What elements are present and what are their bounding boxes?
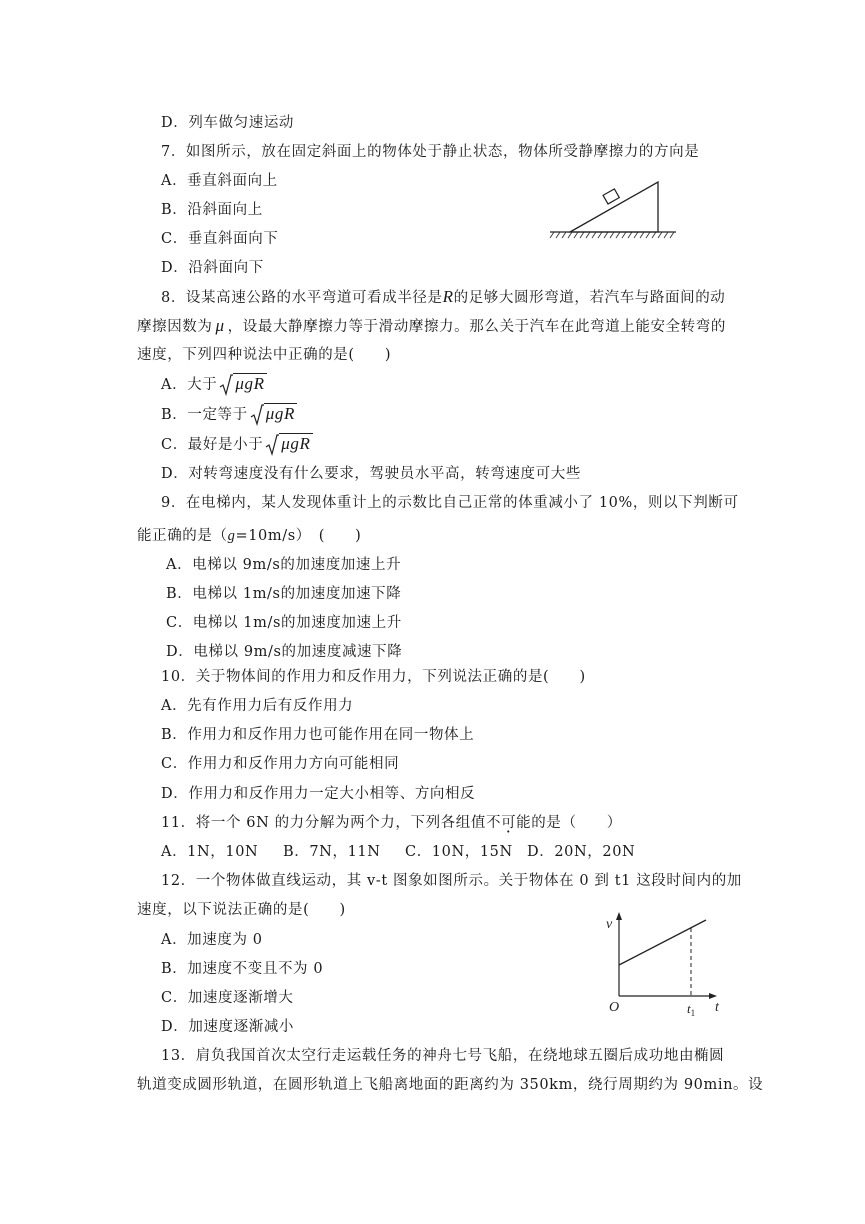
t1-letter: t (687, 1001, 691, 1016)
q9-option-c (166, 609, 402, 633)
q7-stem: 7．如图所示，放在固定斜面上的物体处于静止状态，物体所受静摩擦力的方向是 (161, 144, 700, 160)
q12-option-b: B．加速度不变且不为 0 (161, 961, 324, 977)
sqrt-radicand: μgR (235, 374, 265, 393)
vt-line (619, 920, 706, 965)
q10-stem: 10．关于物体间的作用力和反作用力，下列说法正确的是( ) (161, 669, 586, 685)
q11-option-b: B．7N，11N (283, 844, 381, 860)
q9-text: 能正确的是（ (137, 527, 228, 544)
t1-subscript: 1 (690, 1008, 696, 1018)
q8-option-d: D．对转弯速度没有什么要求，驾驶员水平高，转弯速度可大些 (161, 466, 581, 482)
q11-text: 的是（ ） (531, 815, 622, 831)
q11-text: 11．将一个 6N 的力分解为两个力，下列各组值 (161, 815, 486, 831)
q11-stem (161, 813, 622, 833)
sqrt-radicand: μgR (281, 434, 311, 453)
q12-stem-line1: 12．一个物体做直线运动，其 v-t 图象如图所示。关于物体在 0 到 t1 这段时间内的加 (161, 873, 742, 889)
q10-option-a: A．先有作用力后有反作用力 (161, 698, 354, 714)
option-label: B．一定等于 (161, 407, 248, 423)
q8-text: ，设最大静摩擦力等于滑动摩擦力。那么关于汽车在此弯道上能安全转弯的 (227, 319, 726, 335)
mu-symbol: μ (215, 316, 225, 335)
q8-text: 摩擦因数为 (137, 319, 213, 335)
q9-option-a (166, 551, 401, 575)
q10-option-d: D．作用力和反作用力一定大小相等、方向相反 (161, 786, 476, 802)
q9-option-b (166, 580, 401, 604)
g-symbol: g (227, 527, 236, 544)
sqrt-sign-icon (250, 404, 264, 426)
q9-text: ） ( ) (295, 527, 362, 544)
vt-graph (600, 910, 730, 1020)
q8-option-c (161, 434, 313, 456)
q12-option-d: D．加速度逐渐减小 (161, 1019, 295, 1035)
q7-option-d: D．沿斜面向下 (161, 260, 264, 276)
q11-option-d: D．20N，20N (527, 844, 636, 860)
q8-stem-line1 (161, 287, 725, 308)
q13-stem-line2: 轨道变成圆形轨道，在圆形轨道上飞船离地面的距离约为 350km，绕行周期约为 90min。设 (137, 1077, 764, 1093)
sqrt-sign-icon (219, 374, 233, 396)
q13-stem-line1: 13．肩负我国首次太空行走运载任务的神舟七号飞船，在绕地球五圈后成功地由椭圆 (161, 1048, 725, 1064)
sqrt-expression (219, 374, 266, 396)
radius-symbol: R (442, 287, 454, 306)
option-text: 的加速度加速上升 (281, 614, 402, 631)
q8-text: 的足够大圆形弯道，若汽车与路面间的动 (453, 290, 726, 306)
emphasis-text: 不可能 (485, 815, 532, 831)
q7-option-b: B．沿斜面向上 (161, 202, 263, 218)
q11-option-c: C．10N，15N (405, 844, 513, 860)
v-axis-label: v (606, 917, 613, 932)
q11-options (161, 842, 635, 862)
sqrt-expression (250, 404, 297, 426)
q9-stem-line2 (137, 522, 361, 546)
option-label: A．大于 (161, 377, 218, 393)
q8-option-a (161, 374, 267, 396)
sqrt-sign-icon (265, 434, 279, 456)
q9-stem-line1: 9．在电梯内，某人发现体重计上的示数比自己正常的体重减小了 10%，则以下判断可 (161, 495, 739, 511)
q10-option-c: C．作用力和反作用力方向可能相同 (161, 756, 400, 772)
q9-option-d (166, 638, 402, 662)
q8-text: 8．设某高速公路的水平弯道可看成半径是 (161, 290, 443, 306)
incline-figure (548, 176, 680, 240)
q7-option-c: C．垂直斜面向下 (161, 231, 279, 247)
t-axis-label: t (715, 1000, 719, 1015)
q12-stem-line2: 速度，以下说法正确的是( ) (137, 902, 346, 918)
option-text: B．电梯以 1m/s (166, 585, 281, 602)
q7-option-a: A．垂直斜面向上 (161, 173, 278, 189)
origin-label: O (609, 1000, 620, 1015)
q8-option-b (161, 404, 297, 426)
option-text: C．电梯以 1m/s (166, 614, 282, 631)
q11-option-a: A．1N，10N (161, 844, 259, 860)
q10-option-b: B．作用力和反作用力也可能作用在同一物体上 (161, 727, 475, 743)
t1-label (687, 1001, 695, 1018)
option-text: 的加速度减速下降 (281, 643, 403, 660)
option-text: A．电梯以 9m/s (166, 556, 281, 573)
option-label: C．最好是小于 (161, 437, 264, 453)
option-text: D．电梯以 9m/s (166, 643, 282, 660)
q8-stem-line2 (137, 316, 726, 337)
option-text: 的加速度加速上升 (280, 556, 402, 573)
v-axis-arrow (616, 912, 622, 920)
option-text: 的加速度加速下降 (280, 585, 402, 602)
q8-stem-line3: 速度，下列四种说法中正确的是( ) (137, 347, 392, 363)
t-axis-arrow (709, 993, 717, 999)
sqrt-expression (265, 434, 312, 456)
sqrt-radicand: μgR (265, 404, 295, 423)
q6-option-d: D．列车做匀速运动 (161, 115, 295, 131)
q12-option-a: A．加速度为 0 (161, 932, 263, 948)
q9-text: =10m/s (235, 527, 296, 544)
q12-option-c: C．加速度逐渐增大 (161, 990, 294, 1006)
